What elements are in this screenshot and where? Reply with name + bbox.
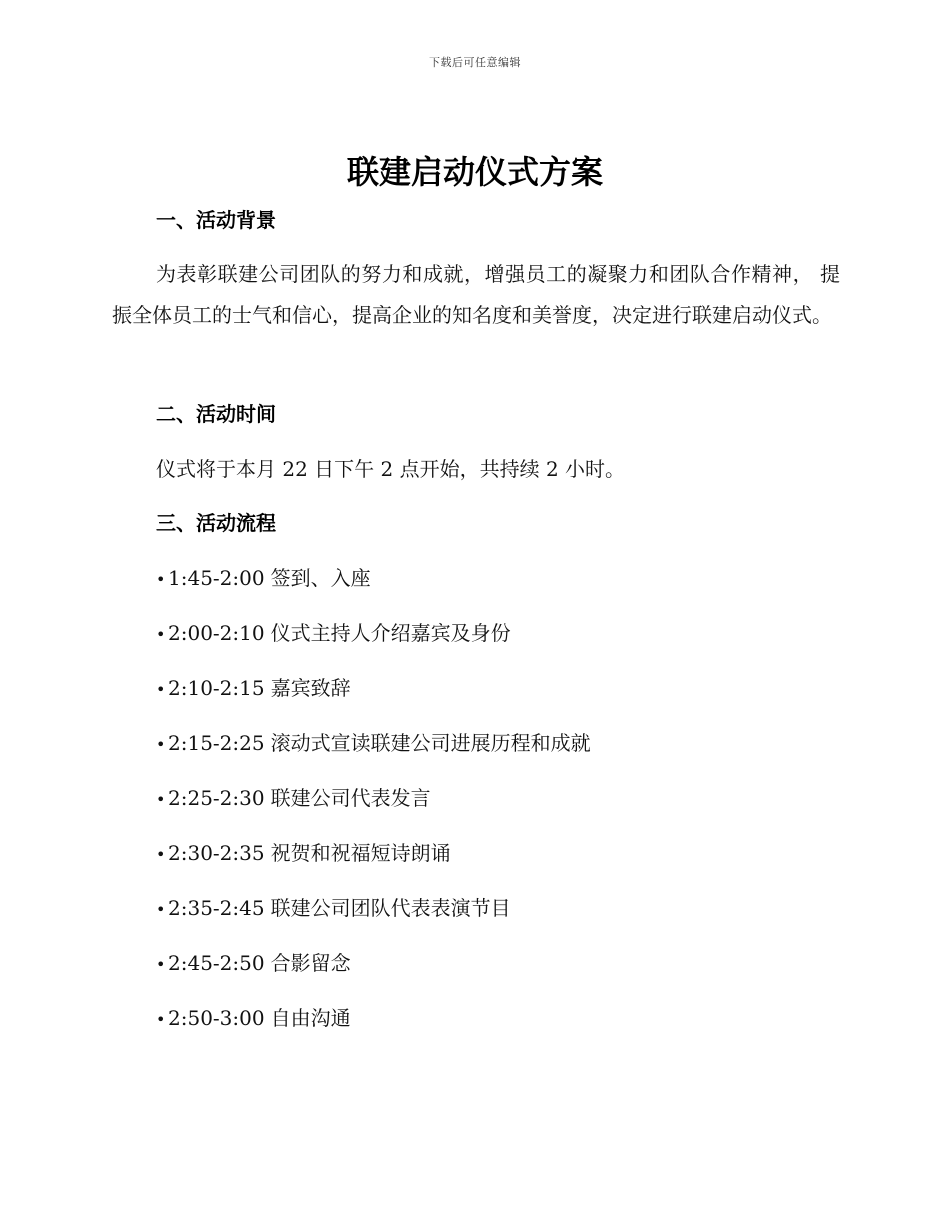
flow-item <box>156 564 591 619</box>
flow-time: 2:25-2:30 <box>168 786 265 810</box>
bullet-icon: • <box>156 790 166 809</box>
flow-text: 联建公司代表发言 <box>270 786 431 810</box>
flow-list <box>156 564 591 1059</box>
flow-text: 滚动式宣读联建公司进展历程和成就 <box>270 731 591 755</box>
flow-time: 2:10-2:15 <box>168 676 265 700</box>
flow-time: 1:45-2:00 <box>168 566 265 590</box>
flow-text: 祝贺和祝福短诗朗诵 <box>270 841 451 865</box>
bullet-icon: • <box>156 625 166 644</box>
bullet-icon: • <box>156 680 166 699</box>
bullet-icon: • <box>156 1010 166 1029</box>
bullet-icon: • <box>156 900 166 919</box>
flow-text: 联建公司团队代表表演节目 <box>270 896 511 920</box>
flow-item <box>156 674 591 729</box>
flow-item <box>156 839 591 894</box>
flow-item <box>156 949 591 1004</box>
flow-time: 2:35-2:45 <box>168 896 265 920</box>
section-heading-time: 二、活动时间 <box>156 402 276 426</box>
section-heading-background: 一、活动背景 <box>156 208 276 232</box>
bullet-icon: • <box>156 570 166 589</box>
bullet-icon: • <box>156 955 166 974</box>
flow-item <box>156 784 591 839</box>
flow-item <box>156 894 591 949</box>
flow-text: 自由沟通 <box>270 1006 351 1030</box>
flow-text: 仪式主持人介绍嘉宾及身份 <box>270 621 511 645</box>
time-paragraph: 仪式将于本月 22 日下午 2 点开始，共持续 2 小时。 <box>156 457 626 481</box>
document-title: 联建启动仪式方案 <box>346 153 603 191</box>
flow-time: 2:50-3:00 <box>168 1006 265 1030</box>
bullet-icon: • <box>156 845 166 864</box>
bullet-icon: • <box>156 735 166 754</box>
flow-item <box>156 619 591 674</box>
flow-time: 2:30-2:35 <box>168 841 265 865</box>
flow-text: 合影留念 <box>270 951 351 975</box>
flow-time: 2:15-2:25 <box>168 731 265 755</box>
flow-text: 嘉宾致辞 <box>270 676 351 700</box>
flow-item <box>156 1004 591 1059</box>
section-heading-flow: 三、活动流程 <box>156 511 276 535</box>
background-paragraph: 为表彰联建公司团队的努力和成就，增强员工的凝聚力和团队合作精神， 提振全体员工的士气和信心，提高企业的知名度和美誉度，决定进行联建启动仪式。 <box>112 262 840 327</box>
flow-time: 2:45-2:50 <box>168 951 265 975</box>
flow-time: 2:00-2:10 <box>168 621 265 645</box>
header-note: 下载后可任意编辑 <box>429 56 521 69</box>
flow-item <box>156 729 591 784</box>
flow-text: 签到、入座 <box>270 566 371 590</box>
